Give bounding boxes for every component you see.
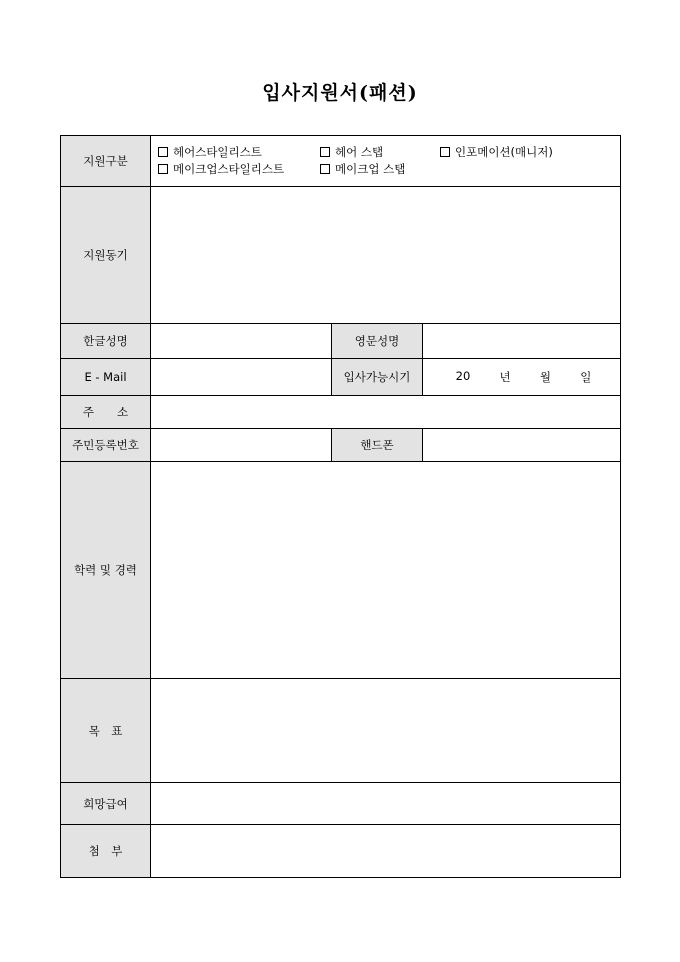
- row-goal: [61, 679, 621, 783]
- option-hair-stylist[interactable]: 헤어스타일리스트: [158, 144, 320, 161]
- row-salary: [61, 783, 621, 825]
- month-unit: 월: [539, 370, 551, 384]
- attachment-field[interactable]: [151, 825, 621, 878]
- checkbox-icon[interactable]: [158, 147, 168, 157]
- mobile-field[interactable]: [423, 429, 621, 462]
- resident-no-field[interactable]: [151, 429, 332, 462]
- mobile-label: 핸드폰: [332, 429, 423, 462]
- row-email: [61, 359, 621, 396]
- email-field[interactable]: [151, 359, 332, 396]
- email-label: E - Mail: [61, 359, 151, 396]
- option-makeup-stylist[interactable]: 메이크업스타일리스트: [158, 161, 320, 178]
- education-career-label: 학력 및 경력: [61, 462, 151, 679]
- checkbox-icon[interactable]: [320, 164, 330, 174]
- english-name-label: 영문성명: [332, 324, 423, 359]
- option-hair-staff[interactable]: 헤어 스탭: [320, 144, 440, 161]
- category-label: 지원구분: [61, 136, 151, 187]
- row-attachment: [61, 825, 621, 878]
- english-name-field[interactable]: [423, 324, 621, 359]
- year-unit: 년: [499, 370, 511, 384]
- resident-no-label: 주민등록번호: [61, 429, 151, 462]
- start-date-label: 입사가능시기: [332, 359, 423, 396]
- motivation-label: 지원동기: [61, 187, 151, 324]
- row-names: [61, 324, 621, 359]
- motivation-field[interactable]: [151, 187, 621, 324]
- row-address: [61, 396, 621, 429]
- row-resident: [61, 429, 621, 462]
- goal-field[interactable]: [151, 679, 621, 783]
- option-info-manager[interactable]: 인포메이션(매니저): [440, 144, 553, 161]
- checkbox-icon[interactable]: [320, 147, 330, 157]
- row-category: [61, 136, 621, 187]
- row-education: [61, 462, 621, 679]
- category-options: [151, 136, 621, 187]
- address-label: 주 소: [61, 396, 151, 429]
- desired-salary-field[interactable]: [151, 783, 621, 825]
- attachment-label: 첨 부: [61, 825, 151, 878]
- start-date-field[interactable]: [423, 359, 621, 396]
- checkbox-icon[interactable]: [440, 147, 450, 157]
- korean-name-label: 한글성명: [61, 324, 151, 359]
- goal-label: 목 표: [61, 679, 151, 783]
- checkbox-icon[interactable]: [158, 164, 168, 174]
- option-makeup-staff[interactable]: 메이크업 스탭: [320, 161, 405, 178]
- row-motivation: [61, 187, 621, 324]
- day-unit: 일: [580, 370, 592, 384]
- desired-salary-label: 희망급여: [61, 783, 151, 825]
- address-field[interactable]: [151, 396, 621, 429]
- education-career-field[interactable]: [151, 462, 621, 679]
- year-prefix: 20: [455, 369, 471, 383]
- page-title: 입사지원서(패션): [262, 82, 418, 104]
- application-form: [60, 135, 621, 878]
- korean-name-field[interactable]: [151, 324, 332, 359]
